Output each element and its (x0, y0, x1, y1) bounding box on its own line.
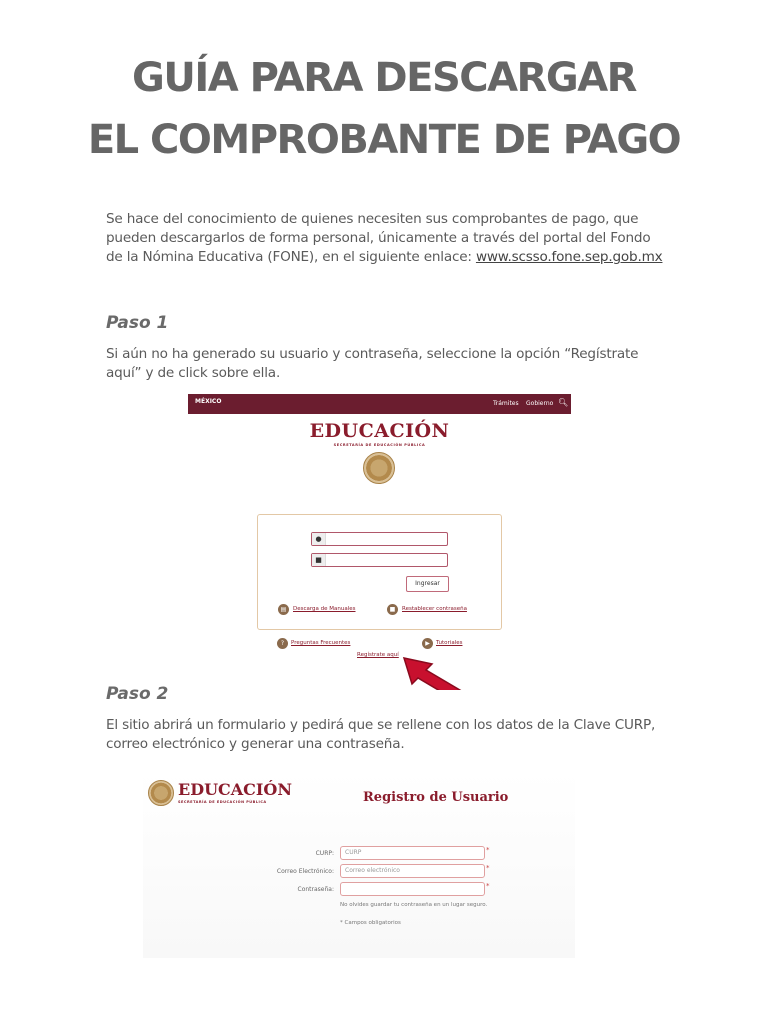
password-input[interactable] (311, 553, 448, 567)
curp-input[interactable]: CURP (340, 846, 485, 860)
password-input[interactable] (340, 882, 485, 896)
educacion-logo-subtitle: SECRETARÍA DE EDUCACIÓN PÚBLICA (178, 800, 267, 804)
gov-header-bar (188, 394, 571, 414)
educacion-logo: EDUCACIÓN (309, 420, 450, 442)
required-mark: * (486, 864, 490, 872)
step-2-text: El sitio abrirá un formulario y pedirá que se rellene con los datos de la Clave CURP, correo electrónico y generar una contraseña. (106, 717, 656, 752)
registration-form-screenshot (143, 771, 575, 958)
page-title-line-2: EL COMPROBANTE DE PAGO (87, 117, 681, 163)
manuals-link[interactable]: Descarga de Manuales (293, 606, 356, 612)
step-2-heading: Paso 2 (106, 684, 169, 704)
tutorials-link[interactable]: Tutoriales (436, 640, 463, 646)
password-hint: No olvides guardar tu contraseña en un lugar seguro. (340, 902, 488, 908)
faq-link[interactable]: Preguntas Frecuentes (291, 640, 351, 646)
required-fields-note: * Campos obligatorios (340, 920, 401, 926)
register-link[interactable]: Regístrate aquí (357, 652, 399, 658)
nav-tramites[interactable]: Trámites (493, 400, 519, 407)
lock-reset-icon: ■ (387, 604, 398, 615)
required-mark: * (486, 846, 490, 854)
reset-password-link[interactable]: Restablecer contraseña (402, 606, 467, 612)
email-label: Correo Electrónico: (276, 868, 334, 875)
national-seal-icon (148, 780, 174, 806)
registration-title: Registro de Usuario (363, 790, 509, 805)
red-pointer-arrow-icon (402, 656, 472, 690)
national-seal-icon (363, 452, 395, 484)
required-mark: * (486, 882, 490, 890)
login-button[interactable]: Ingresar (406, 576, 449, 592)
educacion-logo-subtitle: SECRETARÍA DE EDUCACIÓN PÚBLICA (333, 443, 426, 447)
login-page-screenshot (188, 394, 571, 690)
login-box (257, 514, 502, 630)
question-icon: ? (277, 638, 288, 649)
page-title-line-1: GUÍA PARA DESCARGAR (132, 55, 636, 101)
fone-portal-link[interactable]: www.scsso.fone.sep.gob.mx (475, 249, 663, 265)
educacion-logo: EDUCACIÓN (178, 780, 292, 799)
intro-text: Se hace del conocimiento de quienes necesiten sus comprobantes de pago, que pueden descargarlos de forma personal, únicamente a través del portal del Fondo de la Nómina Educativa (FONE), en el siguiente enlace: (106, 211, 651, 265)
manuals-icon: ▤ (278, 604, 289, 615)
search-icon[interactable]: 🔍︎ (558, 398, 569, 407)
step-1-text: Si aún no ha generado su usuario y contraseña, seleccione la opción “Regístrate aquí” y de click sobre ella. (106, 346, 639, 381)
lock-icon: ■ (312, 554, 326, 566)
username-input[interactable] (311, 532, 448, 546)
curp-label: CURP: (315, 850, 334, 857)
step-1-heading: Paso 1 (106, 313, 169, 333)
play-icon: ▶ (422, 638, 433, 649)
gov-mexico-logo: MÉXICO (195, 398, 222, 405)
user-icon: ● (312, 533, 326, 545)
password-label: Contraseña: (297, 886, 334, 893)
nav-gobierno[interactable]: Gobierno (526, 400, 554, 407)
email-input[interactable]: Correo electrónico (340, 864, 485, 878)
intro-paragraph (106, 210, 666, 267)
